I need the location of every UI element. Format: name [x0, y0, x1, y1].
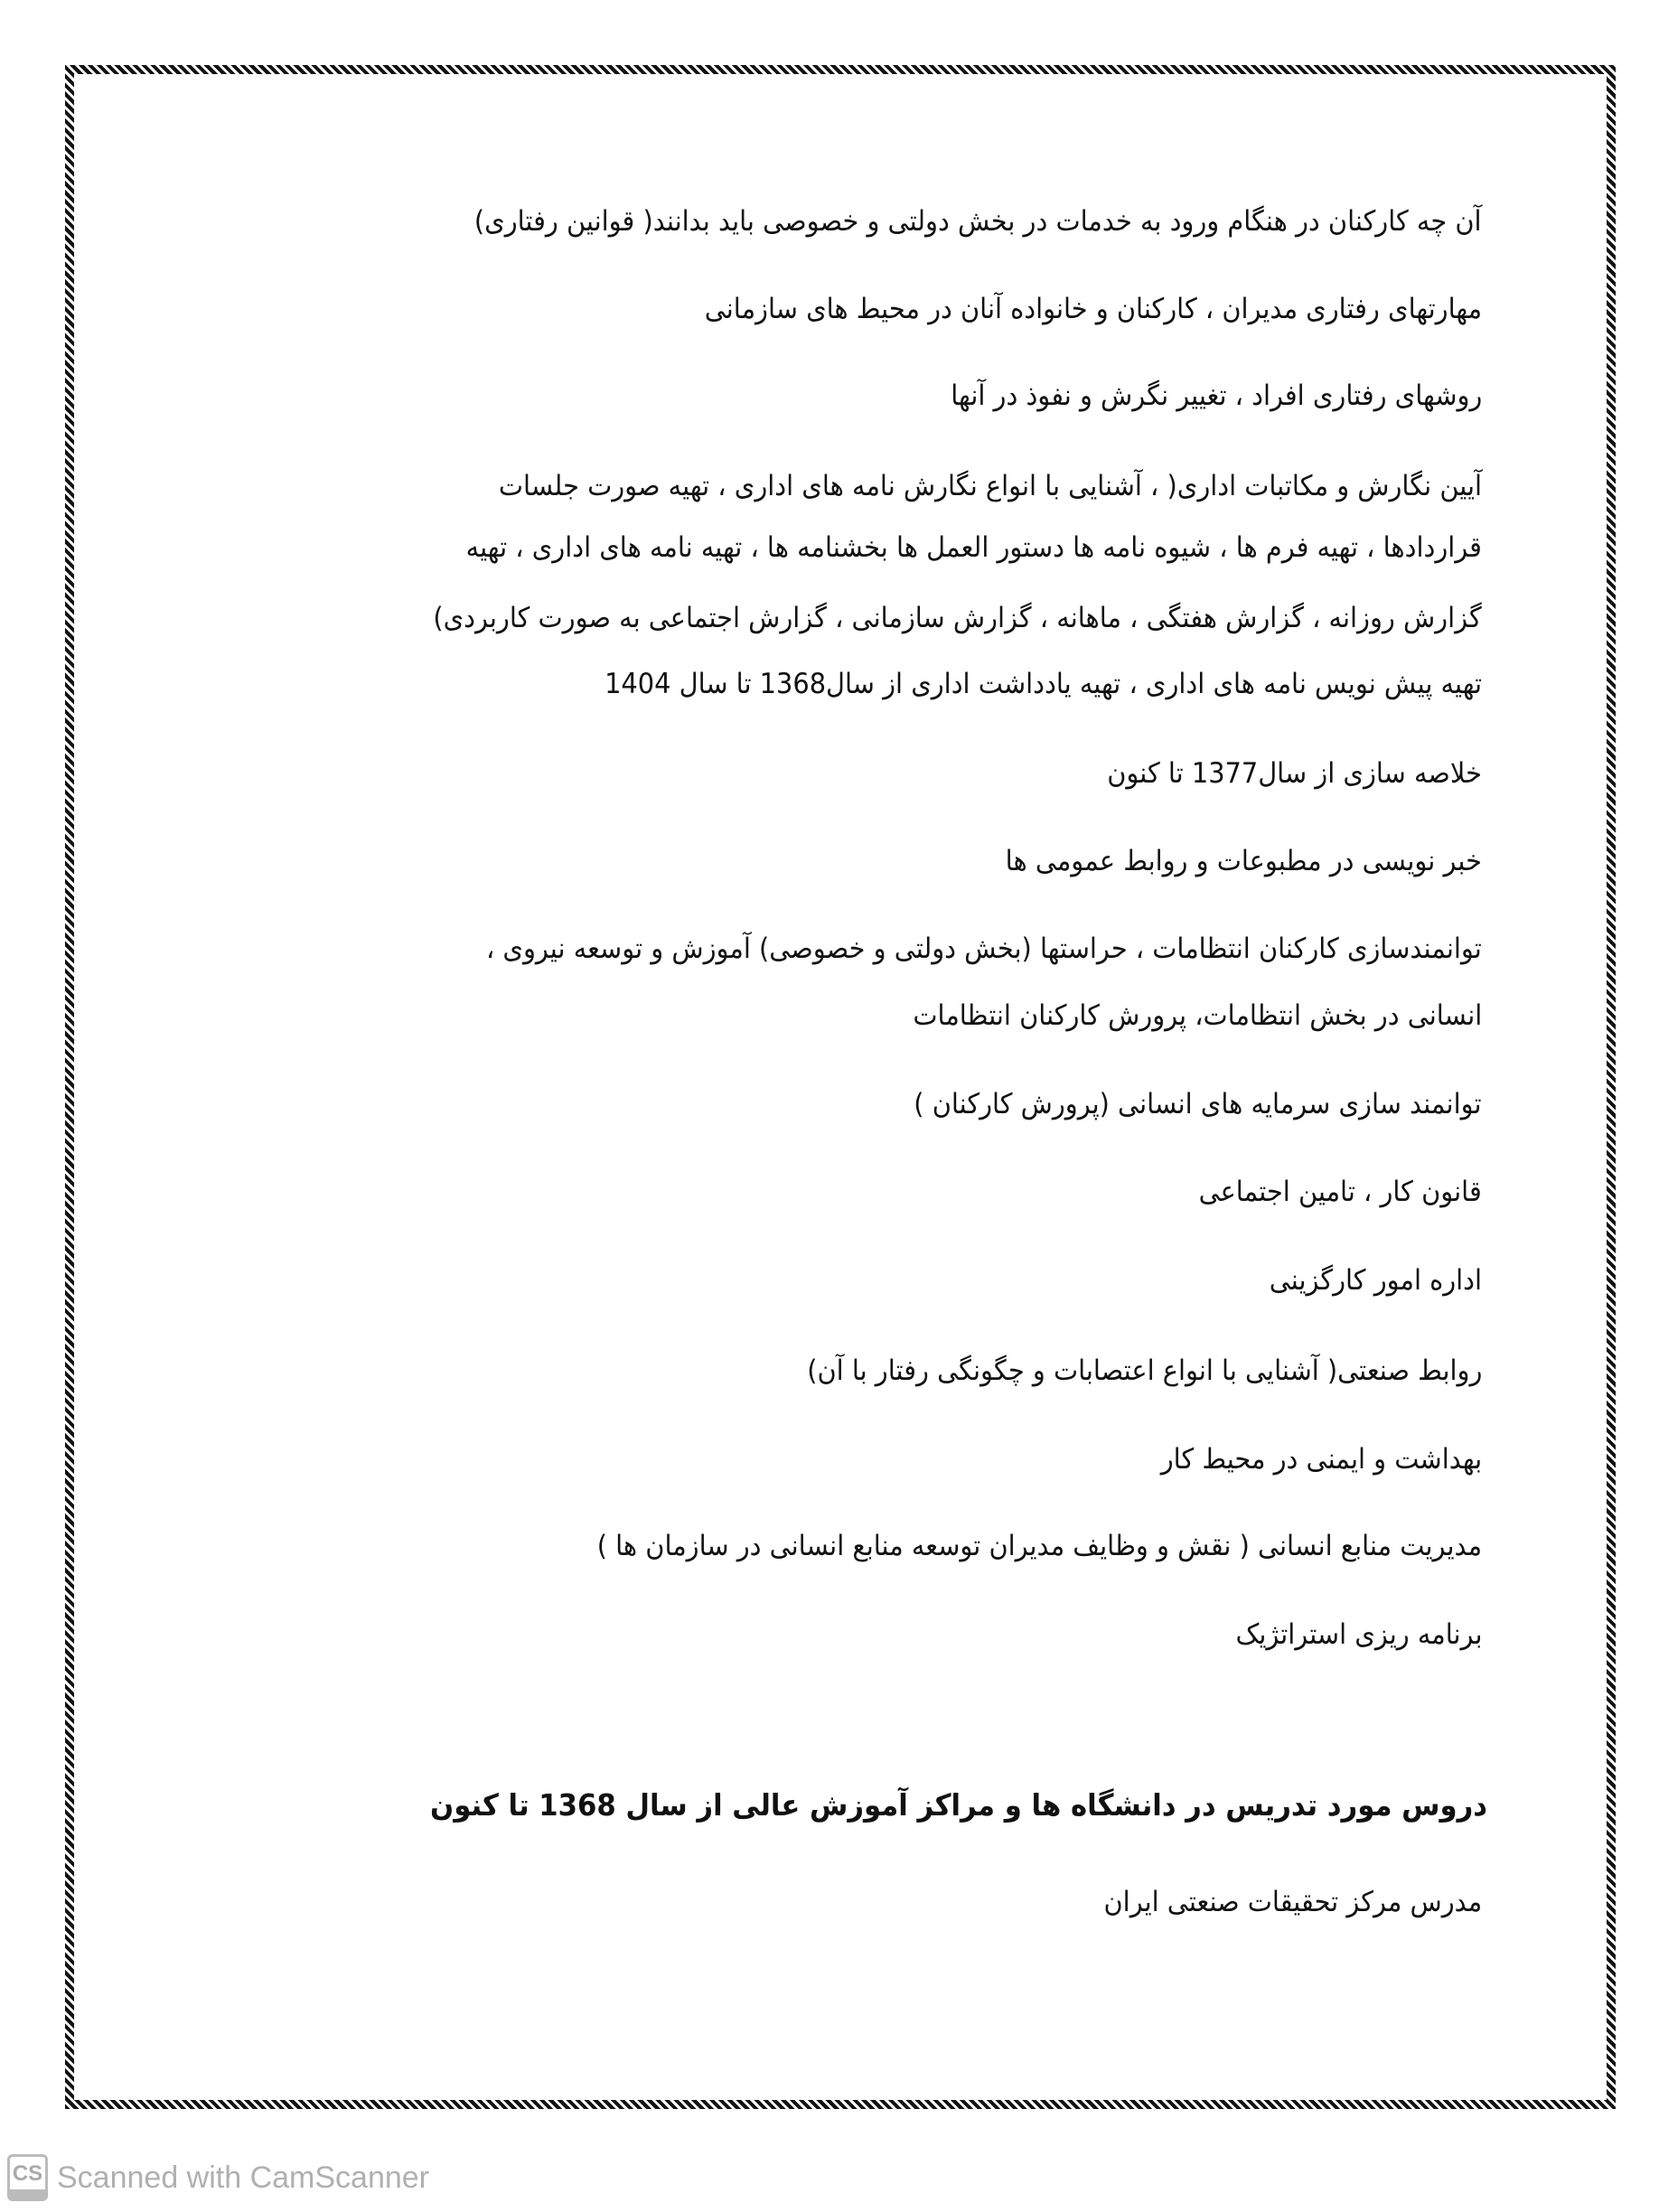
text-line: قانون کار ، تامین اجتماعی	[1198, 1176, 1482, 1208]
text-line: خبر نویسی در مطبوعات و روابط عمومی ها	[1005, 845, 1482, 877]
section-heading: دروس مورد تدریس در دانشگاه ها و مراکز آموزش عالی از سال 1368 تا کنون	[430, 1787, 1487, 1823]
camscanner-logo-icon: CS	[7, 2154, 48, 2201]
text-line: قراردادها ، تهیه فرم ها ، شیوه نامه ها دستور العمل ها بخشنامه ها ، تهیه نامه های اداری ، تهیه	[465, 531, 1482, 564]
text-line: توانمندسازی کارکنان انتظامات ، حراستها (بخش دولتی و خصوصی) آموزش و توسعه نیروی ،	[486, 933, 1482, 965]
text-line: توانمند سازی سرمایه های انسانی (پرورش کارکنان )	[914, 1088, 1482, 1120]
text-line: گزارش روزانه ، گزارش هفتگی ، ماهانه ، گزارش سازمانی ، گزارش اجتماعی به صورت کاربردی)	[433, 602, 1482, 634]
text-line: بهداشت و ایمنی در محیط کار	[1160, 1443, 1482, 1476]
text-line: روشهای رفتاری افراد ، تغییر نگرش و نفوذ در آنها	[950, 380, 1482, 412]
text-line: تهیه پیش نویس نامه های اداری ، تهیه یادداشت اداری از سال1368 تا سال 1404	[605, 668, 1482, 700]
text-line: مدیریت منابع انسانی ( نقش و وظایف مدیران توسعه منابع انسانی در سازمان ها )	[596, 1530, 1482, 1562]
camscanner-watermark	[7, 2154, 429, 2201]
text-line: اداره امور کارگزینی	[1269, 1264, 1482, 1297]
text-line: آن چه کارکنان در هنگام ورود به خدمات در بخش دولتی و خصوصی باید بدانند( قوانین رفتاری)	[474, 205, 1482, 238]
text-line: آیین نگارش و مکاتبات اداری( ، آشنایی با انواع نگارش نامه های اداری ، تهیه صورت جلسات	[498, 470, 1482, 502]
text-line: مدرس مرکز تحقیقات صنعتی ایران	[1103, 1886, 1482, 1918]
text-line: برنامه ریزی استراتژیک	[1235, 1618, 1482, 1651]
text-line: مهارتهای رفتاری مدیران ، کارکنان و خانواده آنان در محیط های سازمانی	[704, 293, 1482, 325]
text-line: انسانی در بخش انتظامات، پرورش کارکنان انتظامات	[913, 999, 1482, 1032]
text-line: روابط صنعتی( آشنایی با انواع اعتصابات و چگونگی رفتار با آن)	[806, 1354, 1482, 1387]
text-line: خلاصه سازی از سال1377 تا کنون	[1107, 757, 1482, 790]
watermark-text: Scanned with CamScanner	[57, 2160, 430, 2195]
